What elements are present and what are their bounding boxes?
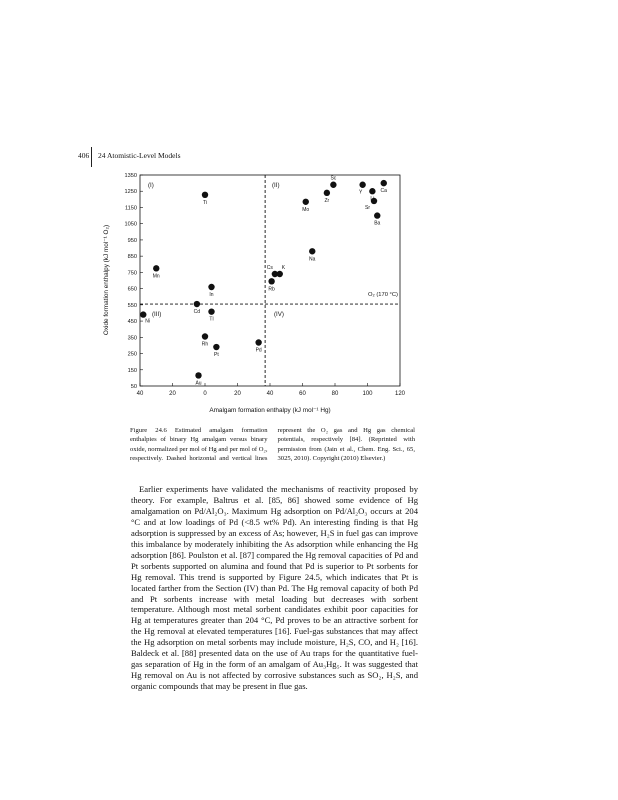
point-label-sc: Sc	[330, 175, 337, 182]
y-tick-label: 1350	[124, 173, 137, 179]
y-tick-label: 1050	[124, 221, 137, 228]
data-point-pt	[213, 344, 219, 350]
point-label-cd: Cd	[193, 309, 201, 316]
x-tick-label: 40	[136, 391, 144, 397]
o2-line-label: O₂ (170 °C)	[367, 292, 398, 298]
body-paragraph: Earlier experiments have validated the mechanisms of reactivity proposed by theory. For example, Baltrus et al. [85, 86] showed some evidence of Hg amalgamation on Pd/Al₂O₃. Maximum Hg adsorption on Pd/Al₂O₃ occurs at 204 °C and at low loadings of Pd (<8.5 wt% Pd). An interesting finding is that Hg adsorption is suppressed by an excess of As; however, H₂S in fuel gas can improve this imbalance by moderately inhibiting the As adsorption while enhancing the Hg adsorption [86]. Poulston et al. [87] compared the Hg removal capacities of Pd and Pt sorbents supported on alumina and found that Pd is superior to Pt sorbents for Hg removal. This trend is supported by Figure 24.5, which indicates that Pt is located farther from the Section (IV) than Pd. The Hg removal capacity of both Pd and Pt sorbents increase with metal loading but decreases with sorbent temperature. Although most metal sorbent candidates exhibit poor capacities for Hg at temperatures greater than 204 °C, Pd proves to be an attractive sorbent for the Hg removal at elevated temperatures [16]. Fuel-gas substances that may affect the Hg adsorption on metal sorbents may include moisture, H₂S, CO, and H₂ [16]. Baldeck et al. [88] presented data on the use of Au traps for the quantitative fuel-gas separation of Hg in the form of an amalgam of Au₃Hg₅. It was suggested that Hg removal on Au is not affected by corrosive substances such as SO₂, H₂S, and organic compounds that may be present in flue gas.	[131, 484, 418, 692]
point-label-tl: Tl	[209, 316, 214, 323]
x-tick-label: 20	[234, 391, 241, 397]
quadrant-label: (III)	[152, 311, 162, 318]
y-tick-label: 650	[127, 286, 137, 293]
quadrant-label: (IV)	[274, 311, 284, 318]
y-tick-label: 950	[127, 237, 137, 244]
data-point-y	[359, 182, 365, 188]
data-point-zr	[324, 190, 330, 196]
y-tick-label: 550	[127, 302, 137, 309]
data-point-in	[208, 284, 214, 290]
point-label-ba: Ba	[374, 220, 381, 227]
y-tick-label: 150	[127, 367, 137, 374]
data-point-mn	[153, 265, 159, 271]
data-point-ba	[374, 212, 380, 218]
y-tick-label: 50	[130, 384, 137, 390]
figure-caption: Figure 24.6 Estimated amalgam formation enthalpies of binary Hg amalgam versus binary oxide, normalized per mol of Hg and per mol of O₂, respectively. Dashed horizontal and vertical lines represent the O₂ gas and Hg gas chemical potentials, respectively [84]. (Reprinted with permission from (Jain et al., Chem. Eng. Sci., 65, 3025, 2010). Copyright (2010) Elsevier.)	[130, 427, 415, 463]
data-point-mo	[303, 199, 309, 205]
quadrant-label: (I)	[148, 182, 154, 189]
data-point-au	[195, 372, 201, 378]
y-tick-label: 1250	[124, 189, 137, 196]
point-label-rb: Rb	[268, 286, 275, 293]
y-tick-label: 350	[127, 335, 137, 342]
point-label-k: K	[281, 265, 286, 272]
point-label-pt: Pt	[214, 352, 219, 359]
point-label-sr: Sr	[365, 204, 370, 211]
point-label-cs: Cs	[266, 265, 273, 272]
data-point-cd	[194, 301, 200, 307]
y-tick-label: 750	[127, 270, 137, 277]
point-label-mn: Mn	[152, 273, 160, 280]
x-tick-label: 80	[331, 391, 339, 397]
x-axis-label: Amalgam formation enthalpy (kJ mol⁻¹ Hg)	[209, 407, 331, 414]
point-label-ti: Ti	[203, 199, 207, 206]
data-point-pd	[255, 339, 261, 345]
y-tick-label: 450	[127, 319, 137, 326]
header-rule	[91, 147, 92, 167]
data-point-rh	[202, 333, 208, 339]
y-tick-label: 250	[127, 351, 137, 358]
data-point-ni	[140, 311, 146, 317]
y-tick-label: 1150	[124, 205, 137, 212]
data-point-na	[309, 248, 315, 254]
scatter-chart	[80, 165, 420, 425]
point-label-zr: Zr	[324, 197, 330, 204]
x-tick-label: 40	[266, 391, 274, 397]
point-label-na: Na	[309, 256, 316, 263]
data-point-ca	[381, 180, 387, 186]
data-point-li	[369, 188, 375, 194]
page-number: 406	[78, 151, 90, 160]
y-axis-label: Oxide formation enthalpy (kJ mol⁻¹ O₂)	[103, 224, 110, 336]
data-point-rb	[268, 278, 274, 284]
point-label-ca: Ca	[380, 188, 387, 195]
x-tick-label: 100	[362, 391, 373, 397]
data-point-ti	[202, 192, 208, 198]
point-label-mo: Mo	[302, 206, 310, 213]
x-tick-label: 60	[299, 391, 306, 397]
data-point-k	[277, 271, 283, 277]
data-point-sc	[330, 182, 336, 188]
data-point-sr	[371, 198, 377, 204]
y-tick-label: 850	[127, 254, 137, 261]
point-label-au: Au	[195, 380, 202, 387]
x-tick-label: 0	[203, 391, 207, 397]
point-label-in: In	[209, 291, 214, 298]
point-label-rh: Rh	[201, 341, 209, 348]
x-tick-label: 20	[169, 391, 176, 397]
data-point-tl	[208, 308, 214, 314]
quadrant-label: (II)	[272, 182, 280, 189]
point-label-pd: Pd	[255, 347, 262, 354]
chapter-title: 24 Atomistic-Level Models	[98, 151, 181, 160]
x-tick-label: 120	[394, 391, 406, 397]
point-label-ni: Ni	[145, 318, 150, 325]
point-label-y: Y	[358, 189, 363, 196]
